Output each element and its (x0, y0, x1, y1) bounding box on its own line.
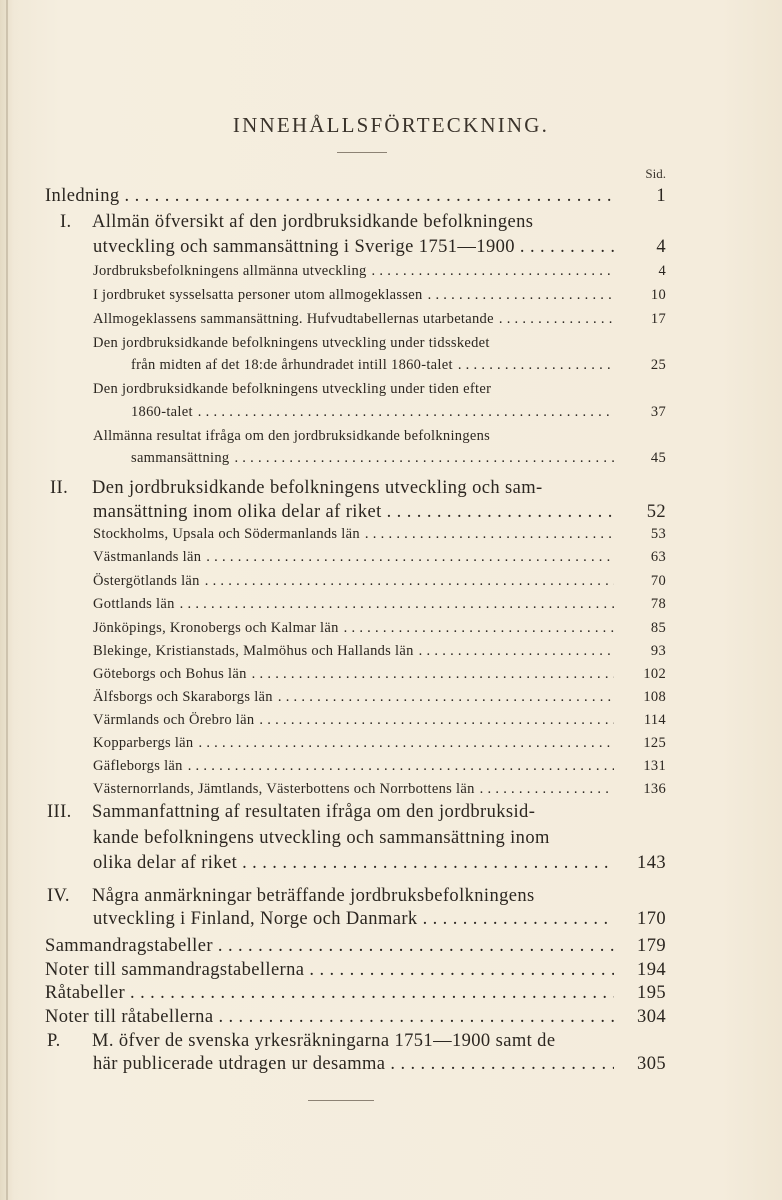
dot-leader (247, 666, 614, 683)
dot-leader (418, 909, 614, 930)
entry-title: sammansättning (131, 450, 230, 466)
entry-title: Stockholms, Upsala och Södermanlands län (93, 526, 360, 542)
toc-entry (0, 212, 782, 236)
entry-title: Inledning (45, 186, 120, 206)
entry-title: Gäfleborgs län (93, 758, 183, 774)
page-number: 108 (643, 689, 666, 705)
toc-entry (0, 335, 782, 355)
page-number: 170 (637, 909, 666, 929)
entry-title: olika delar af riket (93, 853, 238, 873)
dot-leader (120, 186, 614, 207)
toc-entry (0, 666, 782, 686)
page-title: INNEHÅLLSFÖRTECKNING. (232, 113, 550, 137)
page-number: 304 (637, 1007, 666, 1027)
dot-leader (304, 960, 614, 981)
entry-title: Jordbruksbefolkningens allmänna utveckling (93, 263, 367, 279)
toc-entry (0, 960, 782, 984)
bottom-divider (308, 1100, 374, 1101)
entry-title: Allmogeklassens sammansättning. Hufvudtabellernas utarbetande (93, 311, 494, 327)
dot-leader (213, 1007, 614, 1028)
entry-title: Noter till sammandragstabellerna (45, 960, 305, 980)
entry-title: utveckling och sammansättning i Sverige 1751—1900 (93, 237, 515, 257)
page-number: 93 (650, 643, 666, 659)
toc-entry (0, 287, 782, 307)
toc-entry (0, 853, 782, 877)
page-number: 17 (650, 311, 666, 327)
toc-entry (0, 712, 782, 732)
entry-title: I jordbruket sysselsatta personer utom allmogeklassen (93, 287, 423, 303)
entry-title: Gottlands län (93, 596, 175, 612)
dot-leader (475, 781, 614, 798)
entry-title: Östergötlands län (93, 573, 200, 589)
dot-leader (494, 311, 614, 328)
entry-title: kande befolkningens utveckling och sammansättning inom (93, 828, 550, 848)
entry-title: Sammandragstabeller (45, 936, 213, 956)
page-number: 4 (656, 237, 666, 257)
entry-title: Kopparbergs län (93, 735, 194, 751)
entry-title: utveckling i Finland, Norge och Danmark (93, 909, 418, 929)
toc-entry (0, 620, 782, 640)
section-numeral: I. (60, 212, 72, 232)
toc-entry (0, 549, 782, 569)
page-number: 114 (643, 712, 666, 728)
entry-title: Jönköpings, Kronobergs och Kalmar län (93, 620, 339, 636)
entry-title: från midten af det 18:de århundradet intill 1860-talet (131, 357, 453, 373)
toc-entry (0, 357, 782, 377)
toc-entry (0, 758, 782, 778)
page-number: 305 (637, 1054, 666, 1074)
entry-title: här publicerade utdragen ur desamma (93, 1054, 386, 1074)
toc-entry (0, 404, 782, 424)
toc-entry (0, 263, 782, 283)
dot-leader (414, 643, 614, 660)
entry-title: Råtabeller (45, 983, 126, 1003)
toc-entry (0, 381, 782, 401)
toc-entry (0, 802, 782, 826)
dot-leader (125, 983, 614, 1004)
title-divider (337, 152, 387, 153)
dot-leader (200, 573, 614, 590)
page-number: 53 (650, 526, 666, 542)
page-number: 194 (637, 960, 666, 980)
dot-leader (201, 549, 614, 566)
toc-entry (0, 186, 782, 210)
toc-entry (0, 886, 782, 910)
page-number: 85 (650, 620, 666, 636)
entry-title: mansättning inom olika delar af riket (93, 502, 382, 522)
entry-title: Blekinge, Kristianstads, Malmöhus och Hallands län (93, 643, 414, 659)
toc-entry (0, 450, 782, 470)
dot-leader (193, 735, 614, 752)
toc-entry (0, 909, 782, 933)
page-number: 125 (643, 735, 666, 751)
entry-title: Några anmärkningar beträffande jordbruksbefolkningens (92, 886, 535, 906)
page-number: 63 (650, 549, 666, 565)
entry-title: Sammanfattning af resultaten ifråga om den jordbruksid- (92, 802, 536, 822)
dot-leader (367, 263, 614, 280)
page-number: 102 (643, 666, 666, 682)
entry-title: Älfsborgs och Skaraborgs län (93, 689, 273, 705)
page-number: 195 (637, 983, 666, 1003)
entry-title: M. öfver de svenska yrkesräkningarna 1751—1900 samt de (92, 1031, 556, 1051)
toc-entry (0, 936, 782, 960)
page-number: 45 (650, 450, 666, 466)
dot-leader (237, 853, 614, 874)
dot-leader (453, 357, 614, 374)
toc-entry (0, 478, 782, 502)
entry-title: Den jordbruksidkande befolkningens utveckling under tidsskedet (93, 335, 490, 351)
dot-leader (423, 287, 614, 304)
entry-title: 1860-talet (131, 404, 193, 420)
toc-entry (0, 689, 782, 709)
page-number: 1 (656, 186, 666, 206)
toc-entry (0, 1054, 782, 1078)
entry-title: Allmän öfversikt af den jordbruksidkande befolkningens (92, 212, 534, 232)
entry-title: Allmänna resultat ifråga om den jordbruksidkande befolkningens (93, 428, 491, 444)
page-number: 78 (650, 596, 666, 612)
toc-entry (0, 1007, 782, 1031)
toc-entry (0, 237, 782, 261)
dot-leader (229, 450, 614, 467)
section-numeral: IV. (47, 886, 70, 906)
entry-title: Västernorrlands, Jämtlands, Västerbottens och Norrbottens län (93, 781, 475, 797)
page-number: 25 (650, 357, 666, 373)
toc-entry (0, 573, 782, 593)
toc-entry (0, 643, 782, 663)
dot-leader (385, 1054, 614, 1075)
dot-leader (183, 758, 614, 775)
dot-leader (339, 620, 614, 637)
page-number: 52 (646, 502, 666, 522)
toc-entry (0, 526, 782, 546)
dot-leader (193, 404, 614, 421)
page-number: 179 (637, 936, 666, 956)
entry-title: Den jordbruksidkande befolkningens utveckling och sam- (92, 478, 543, 498)
page-number: 70 (650, 573, 666, 589)
section-numeral: P. (47, 1031, 61, 1051)
section-numeral: II. (50, 478, 69, 498)
toc-entry (0, 735, 782, 755)
dot-leader (382, 502, 614, 523)
dot-leader (360, 526, 614, 543)
entry-title: Västmanlands län (93, 549, 202, 565)
dot-leader (273, 689, 614, 706)
entry-title: Göteborgs och Bohus län (93, 666, 247, 682)
page-number: 4 (658, 263, 666, 279)
page-number: 143 (637, 853, 666, 873)
dot-leader (213, 936, 614, 957)
page-number: 131 (643, 758, 666, 774)
toc-entry (0, 828, 782, 852)
page-number: 37 (650, 404, 666, 420)
entry-title: Värmlands och Örebro län (93, 712, 255, 728)
toc-entry (0, 596, 782, 616)
page-number: 10 (650, 287, 666, 303)
toc-entry (0, 781, 782, 801)
dot-leader (515, 237, 614, 258)
toc-entry (0, 1031, 782, 1055)
toc-entry (0, 311, 782, 331)
page-number: 136 (643, 781, 666, 797)
page-column-label: Sid. (645, 166, 666, 181)
section-numeral: III. (47, 802, 72, 822)
dot-leader (254, 712, 614, 729)
toc-entry (0, 502, 782, 526)
toc-entry (0, 428, 782, 448)
toc-entry (0, 983, 782, 1007)
entry-title: Den jordbruksidkande befolkningens utveckling under tiden efter (93, 381, 492, 397)
entry-title: Noter till råtabellerna (45, 1007, 214, 1027)
dot-leader (175, 596, 614, 613)
